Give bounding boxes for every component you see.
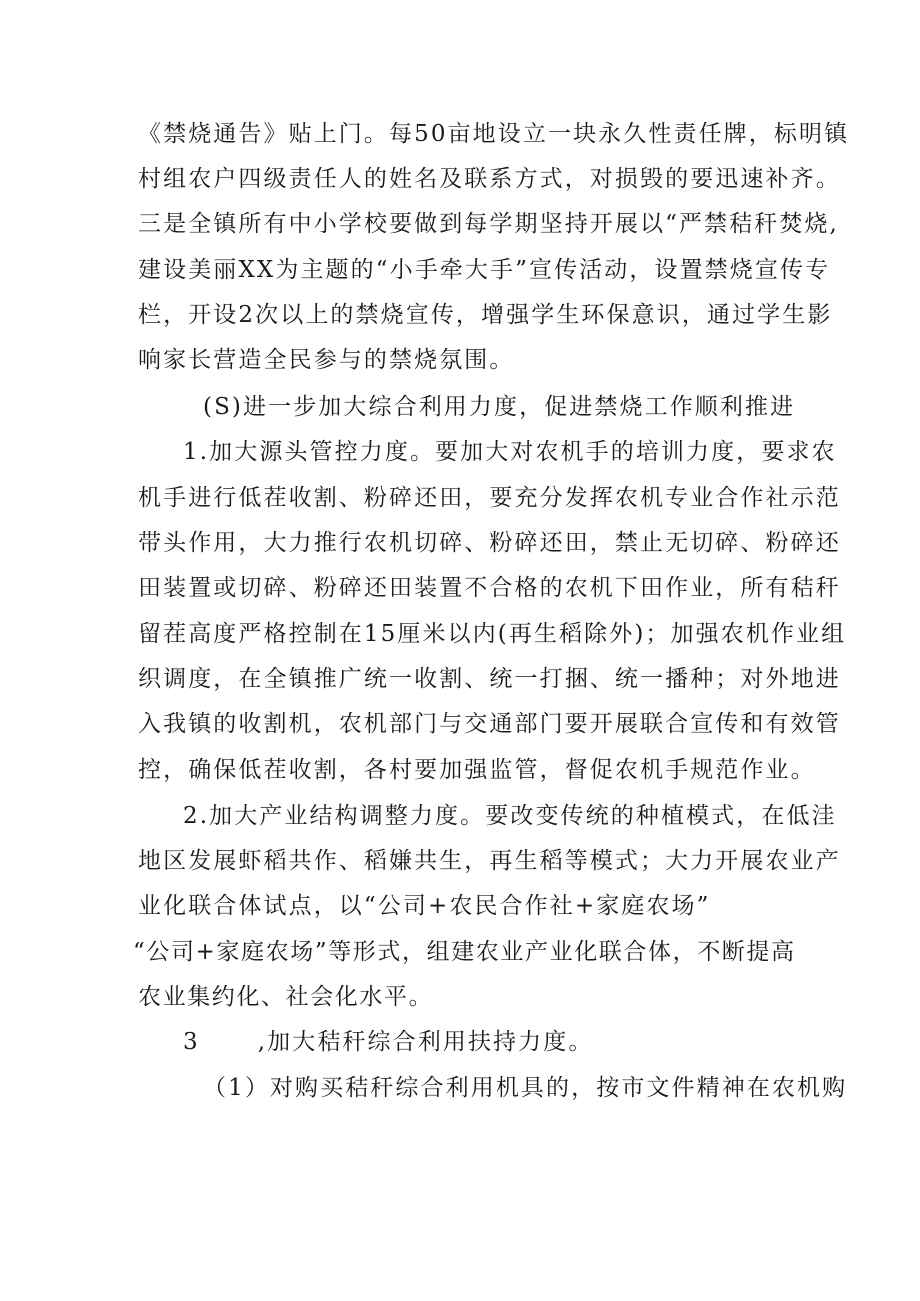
paragraph-start — [183, 1020, 843, 1064]
text-line: 入我镇的收割机，农机部门与交通部门要开展联合宣传和有效管 — [138, 711, 841, 737]
section-heading: (S)进一步加大综合利用力度，促进禁烧工作顺利推进 — [203, 394, 796, 420]
subitem-line: （1）对购买秸秆综合利用机具的，按市文件精神在农机购 — [203, 1075, 848, 1101]
text-line: 响家长营造全民参与的禁烧氛围。 — [138, 347, 515, 373]
text-line: 农业集约化、社会化水平。 — [138, 984, 434, 1010]
paragraph-start: 2.加大产业结构调整力度。要改变传统的种植模式，在低洼 — [183, 803, 837, 829]
text-line: 业化联合体试点，以“公司+农民合作社+家庭农场” — [138, 893, 711, 919]
text-line: 带头作用，大力推行农机切碎、粉碎还田，禁止无切碎、粉碎还 — [138, 530, 841, 556]
text-line: 田装置或切碎、粉碎还田装置不合格的农机下田作业，所有秸秆 — [138, 575, 841, 601]
text-line: 建设美丽XX为主题的“小手牵大手”宣传活动，设置禁烧宣传专 — [138, 257, 831, 283]
item-number: 3 — [183, 1029, 200, 1055]
text-line: 织调度，在全镇推广统一收割、统一打捆、统一播种；对外地进 — [138, 666, 841, 692]
text-line: 机手进行低茬收割、粉碎还田，要充分发挥农机专业合作社示范 — [138, 485, 841, 511]
paragraph-start: 1.加大源头管控力度。要加大对农机手的培训力度，要求农 — [183, 439, 837, 465]
text-line: 地区发展虾稻共作、稻嫌共生，再生稻等模式；大力开展农业产 — [138, 848, 841, 874]
text-line: 栏，开设2次以上的禁烧宣传，增强学生环保意识，通过学生影 — [138, 302, 833, 328]
text-line: 村组农户四级责任人的姓名及联系方式，对损毁的要迅速补齐。 — [138, 166, 841, 192]
text-line: 《禁烧通告》贴上门。每50亩地设立一块永久性责任牌，标明镇 — [138, 121, 850, 147]
text-line: “公司+家庭农场”等形式，组建农业产业化联合体，不断提高 — [133, 939, 796, 965]
item-heading: ,加大秸秆综合利用扶持力度。 — [257, 1029, 594, 1055]
text-line: 控，确保低茬收割，各村要加强监管，督促农机手规范作业。 — [138, 757, 816, 783]
text-line: 留茬高度严格控制在15厘米以内(再生稻除外)；加强农机作业组 — [138, 621, 847, 647]
text-line: 三是全镇所有中小学校要做到每学期坚持开展以“严禁秸秆焚烧, — [138, 211, 839, 237]
